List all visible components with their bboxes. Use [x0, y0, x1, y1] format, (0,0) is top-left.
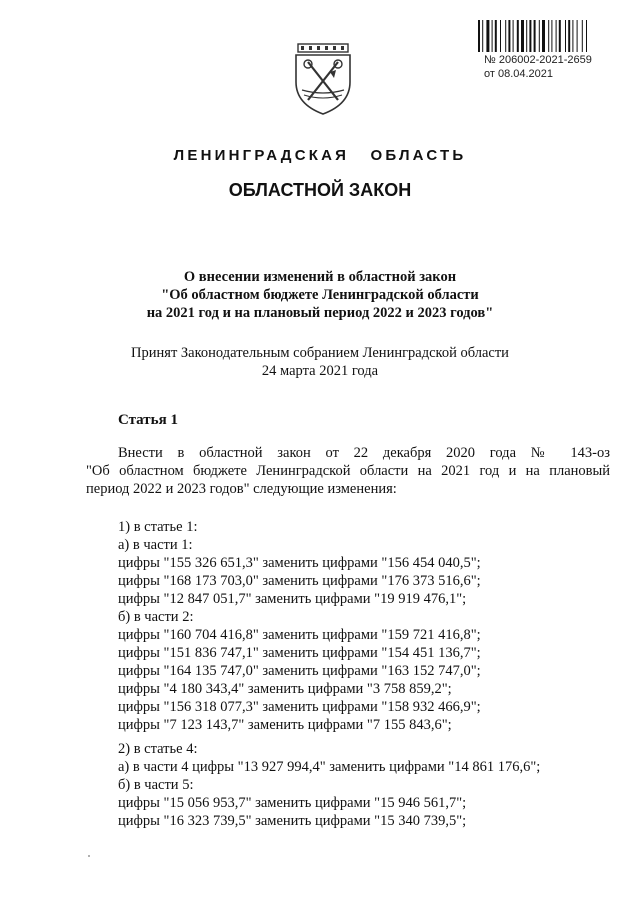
intro-line: период 2022 и 2023 годов" следующие изменения: — [86, 481, 397, 497]
list-item: цифры "156 318 077,3" заменить цифрами "158 932 466,9"; — [118, 699, 481, 715]
list-item: цифры "15 056 953,7" заменить цифрами "15 946 561,7"; — [118, 795, 467, 811]
list-item: цифры "164 135 747,0" заменить цифрами "163 152 747,0"; — [118, 663, 481, 679]
list-item: цифры "168 173 703,0" заменить цифрами "176 373 516,6"; — [118, 573, 481, 589]
list-item: цифры "7 123 143,7" заменить цифрами "7 155 843,6"; — [118, 717, 452, 733]
list-item: 2) в статье 4: — [118, 741, 198, 757]
registration-date: от 08.04.2021 — [484, 68, 554, 80]
list-item: б) в части 2: — [118, 609, 194, 625]
law-title — [0, 268, 640, 322]
list-item: цифры "160 704 416,8" заменить цифрами "159 721 416,8"; — [118, 627, 481, 643]
list-item: цифры "151 836 747,1" заменить цифрами "154 451 136,7"; — [118, 645, 481, 661]
list-item: б) в части 5: — [118, 777, 194, 793]
amendments-section-2 — [118, 740, 540, 830]
list-item: а) в части 4 цифры "13 927 994,4" заменить цифрами "14 861 176,6"; — [118, 759, 541, 775]
adoption-date: 24 марта 2021 года — [261, 363, 379, 379]
intro-line: "Об областном бюджете Ленинградской области на 2021 год и на плановый — [86, 463, 610, 479]
list-item: 1) в статье 1: — [118, 519, 198, 535]
list-item: цифры "4 180 343,4" заменить цифрами "3 758 859,2"; — [118, 681, 452, 697]
intro-line: Внести в областной закон от 22 декабря 2020 года № 143-оз — [118, 445, 610, 461]
article-title: Статья 1 — [118, 412, 178, 428]
list-item: а) в части 1: — [118, 537, 193, 553]
list-item: цифры "12 847 051,7" заменить цифрами "19 919 476,1"; — [118, 591, 467, 607]
scan-speck — [88, 855, 90, 857]
registration-number: № 206002-2021-2659 — [484, 54, 592, 66]
law-title-line: "Об областном бюджете Ленинградской области — [161, 287, 479, 303]
list-item: цифры "155 326 651,3" заменить цифрами "156 454 040,5"; — [118, 555, 481, 571]
adoption-note — [0, 344, 640, 380]
region-name: ЛЕНИНГРАДСКАЯ ОБЛАСТЬ — [173, 147, 467, 164]
barcode — [478, 20, 610, 52]
law-title-line: на 2021 год и на плановый период 2022 и 2023 годов" — [146, 305, 494, 321]
amendments-section-1 — [118, 518, 481, 734]
adoption-line: Принят Законодательным собранием Ленинградской области — [131, 345, 509, 361]
article-intro — [86, 444, 610, 498]
coat-of-arms-icon — [290, 42, 356, 116]
document-type: ОБЛАСТНОЙ ЗАКОН — [228, 180, 412, 200]
list-item: цифры "16 323 739,5" заменить цифрами "15 340 739,5"; — [118, 813, 467, 829]
law-title-line: О внесении изменений в областной закон — [183, 269, 457, 285]
